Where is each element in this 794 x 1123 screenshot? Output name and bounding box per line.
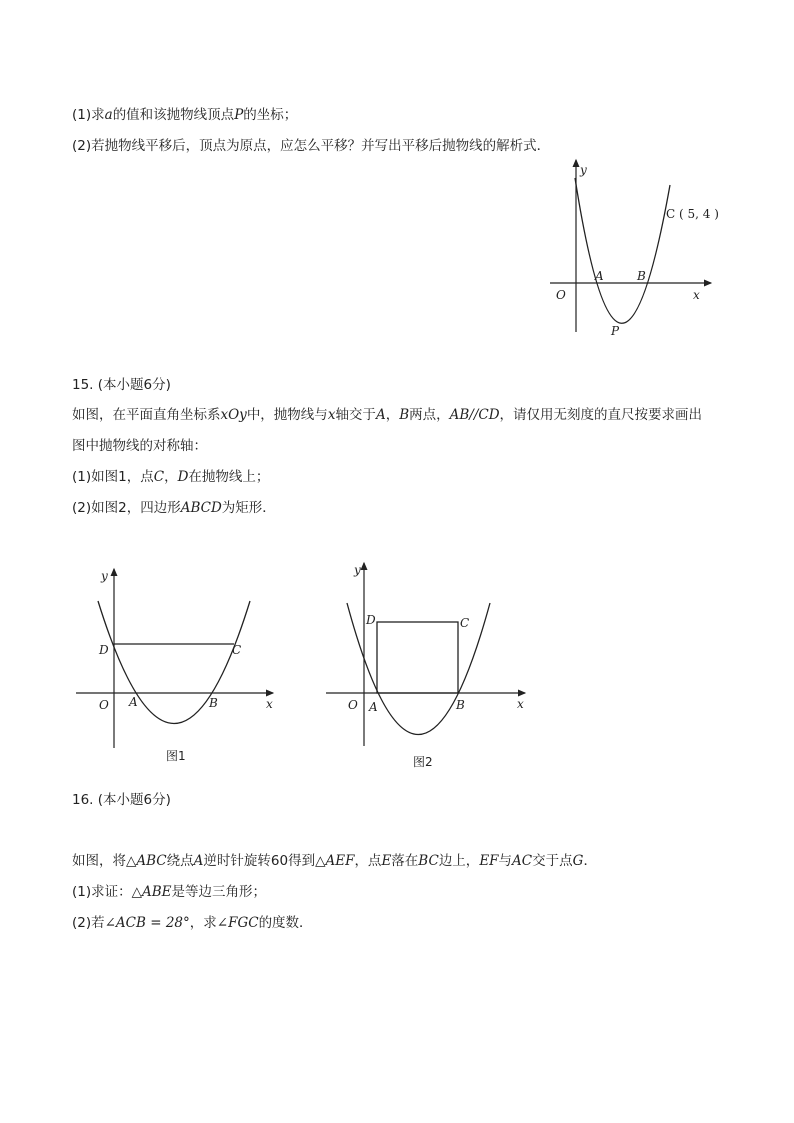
q16-part1-text: 是等边三角形； bbox=[171, 884, 267, 900]
var-abcd: ABCD bbox=[180, 500, 222, 516]
q15-stem-text: ，请仅用无刻度的直尺按要求画出 bbox=[499, 407, 703, 423]
q15-stem-line1 bbox=[72, 403, 702, 423]
var-c: C bbox=[153, 469, 165, 485]
segment-ef: EF bbox=[479, 853, 499, 869]
q16-stem-text: 与 bbox=[498, 853, 513, 869]
parabola-curve bbox=[98, 601, 250, 724]
q14-part1-text: (1)求 bbox=[72, 107, 105, 123]
label-x: x bbox=[517, 697, 524, 711]
q15-part2-text: (2)如图2，四边形 bbox=[72, 500, 181, 516]
label-a: A bbox=[369, 700, 378, 714]
q16-stem-text: 落在 bbox=[391, 853, 419, 869]
expr-angle-acb: ∠ACB = 28° bbox=[104, 915, 190, 931]
var-x: x bbox=[327, 407, 336, 423]
q14-part1-text: 的坐标； bbox=[243, 107, 298, 123]
q15-header: 15. (本小题6分) bbox=[72, 377, 171, 393]
label-vertex-p: P bbox=[611, 324, 620, 338]
var-b: B bbox=[399, 407, 410, 423]
q15-part1-text: ， bbox=[164, 469, 178, 485]
q16-stem-text: 逆时针旋转60得到 bbox=[203, 853, 316, 869]
label-a: A bbox=[129, 695, 138, 709]
label-c: C bbox=[460, 616, 470, 630]
q15-figure2 bbox=[320, 555, 535, 775]
q15-stem-text: 两点， bbox=[409, 407, 450, 423]
q16-header: 16. (本小题6分) bbox=[72, 792, 171, 808]
q15-part1-text: 在抛物线上； bbox=[188, 469, 270, 485]
expr-ab-parallel-cd: AB//CD bbox=[449, 407, 500, 423]
var-p: P bbox=[234, 107, 244, 123]
label-y: y bbox=[101, 569, 108, 583]
q15-part1-text: (1)如图1，点 bbox=[72, 469, 154, 485]
q16-stem bbox=[72, 849, 597, 869]
q16-stem-text: 边上， bbox=[438, 853, 480, 869]
q15-part1 bbox=[72, 465, 269, 485]
var-g: G bbox=[572, 853, 584, 869]
triangle-abe: △ABE bbox=[131, 884, 172, 900]
q16-stem-text: 如图，将 bbox=[72, 853, 126, 869]
parabola-curve bbox=[575, 178, 670, 323]
label-d: D bbox=[366, 613, 376, 627]
segment-bc: BC bbox=[418, 853, 439, 869]
label-a: A bbox=[595, 269, 604, 283]
q14-part2: (2)若抛物线平移后，顶点为原点，应怎么平移？并写出平移后抛物线的解析式． bbox=[72, 138, 551, 154]
q16-part2-text: (2)若 bbox=[72, 915, 105, 931]
q15-figure1 bbox=[70, 560, 285, 770]
label-b: B bbox=[456, 698, 465, 712]
label-d: D bbox=[99, 643, 109, 657]
q15-part2 bbox=[72, 496, 276, 516]
label-point-c: C ( 5, 4 ) bbox=[666, 207, 719, 221]
var-a: A bbox=[375, 407, 386, 423]
label-b: B bbox=[209, 696, 218, 710]
q15-stem-text: 如图，在平面直角坐标系 bbox=[72, 407, 221, 423]
q16-part1 bbox=[72, 880, 266, 900]
q16-part2-text: 的度数． bbox=[258, 915, 313, 931]
label-x: x bbox=[266, 697, 273, 711]
q14-part1 bbox=[72, 103, 297, 123]
rectangle-abcd bbox=[377, 622, 458, 693]
label-origin: O bbox=[556, 288, 566, 302]
var-xoy: xOy bbox=[220, 407, 247, 423]
q16-stem-text: ，点 bbox=[354, 853, 382, 869]
var-e: E bbox=[381, 853, 392, 869]
var-d: D bbox=[177, 469, 189, 485]
q15-stem-text: 中，抛物线与 bbox=[246, 407, 328, 423]
figure2-caption: 图2 bbox=[413, 755, 433, 769]
label-y: y bbox=[354, 563, 361, 577]
q14-parabola-figure bbox=[545, 155, 735, 345]
label-b: B bbox=[637, 269, 646, 283]
triangle-aef: △AEF bbox=[315, 853, 355, 869]
q16-stem-text: ． bbox=[583, 853, 597, 869]
var-a: a bbox=[104, 107, 113, 123]
var-a: A bbox=[193, 853, 204, 869]
triangle-abc: △ABC bbox=[126, 853, 167, 869]
q16-stem-text: 交于点 bbox=[532, 853, 573, 869]
expr-angle-fgc: ∠FGC bbox=[216, 915, 259, 931]
figure1-caption: 图1 bbox=[166, 749, 186, 763]
label-x: x bbox=[693, 288, 700, 302]
q15-stem-text: ， bbox=[385, 407, 400, 423]
q15-stem-text: 轴交于 bbox=[335, 407, 376, 423]
q16-stem-text: 绕点 bbox=[166, 853, 194, 869]
q15-part2-text: 为矩形． bbox=[221, 500, 276, 516]
q14-part1-text: 的值和该抛物线顶点 bbox=[112, 107, 235, 123]
q16-part1-text: (1)求证： bbox=[72, 884, 132, 900]
label-origin: O bbox=[348, 698, 358, 712]
label-c: C bbox=[232, 643, 242, 657]
q16-part2-text: ，求 bbox=[189, 915, 217, 931]
q16-part2 bbox=[72, 911, 313, 931]
q15-stem-line2: 图中抛物线的对称轴： bbox=[72, 438, 207, 454]
label-origin: O bbox=[99, 698, 109, 712]
segment-ac: AC bbox=[512, 853, 533, 869]
label-y: y bbox=[580, 163, 587, 177]
